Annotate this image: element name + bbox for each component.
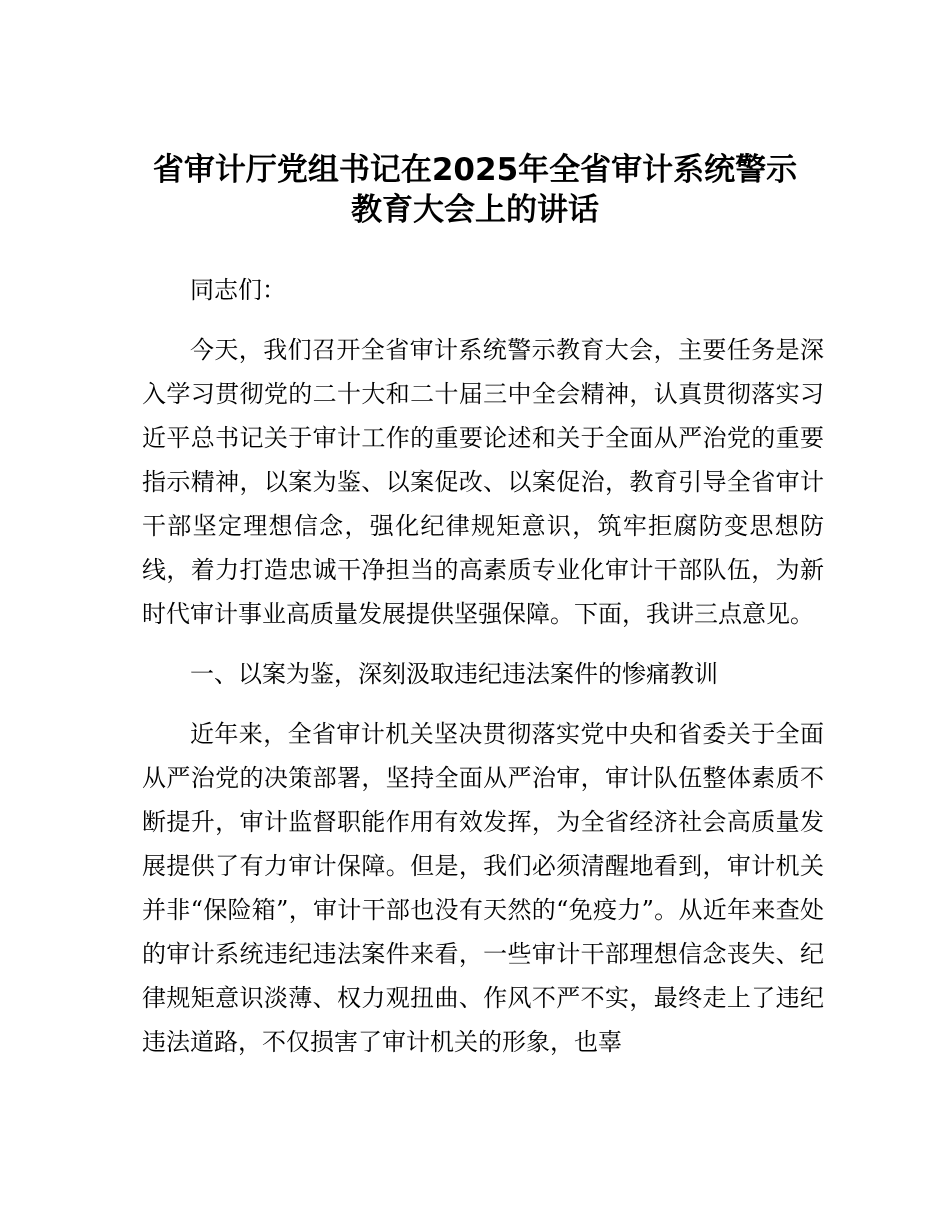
opening-paragraph: 今天，我们召开全省审计系统警示教育大会，主要任务是深入学习贯彻党的二十大和二十届三中全会精神，认真贯彻落实习近平总书记关于审计工作的重要论述和关于全面从严治党的重要指示精神，以案为鉴、以案促改、以案促治，教育引导全省审计干部坚定理想信念，强化纪律规矩意识，筑牢拒腐防变思想防线，着力打造忠诚干净担当的高素质专业化审计干部队伍，为新时代审计事业高质量发展提供坚强保障。下面，我讲三点意见。: [142, 336, 824, 628]
speech-title: [100, 150, 850, 230]
speech-body: [142, 268, 824, 1064]
body-paragraph: 近年来，全省审计机关坚决贯彻落实党中央和省委关于全面从严治党的决策部署，坚持全面从严治审，审计队伍整体素质不断提升，审计监督职能作用有效发挥，为全省经济社会高质量发展提供了有力审计保障。但是，我们必须清醒地看到，审计机关并非“保险箱”，审计干部也没有天然的“免疫力”。从近年来查处的审计系统违纪违法案件来看，一些审计干部理想信念丧失、纪律规矩意识淡薄、权力观扭曲、作风不严不实，最终走上了违纪违法道路，不仅损害了审计机关的形象，也辜: [142, 720, 824, 1056]
title-line-2: 教育大会上的讲话: [351, 192, 599, 228]
title-line-1: 省审计厅党组书记在2025年全省审计系统警示: [152, 152, 798, 188]
salutation: 同志们：: [190, 276, 286, 304]
section-heading-1: 一、以案为鉴，深刻汲取违纪违法案件的惨痛教训: [190, 660, 718, 688]
